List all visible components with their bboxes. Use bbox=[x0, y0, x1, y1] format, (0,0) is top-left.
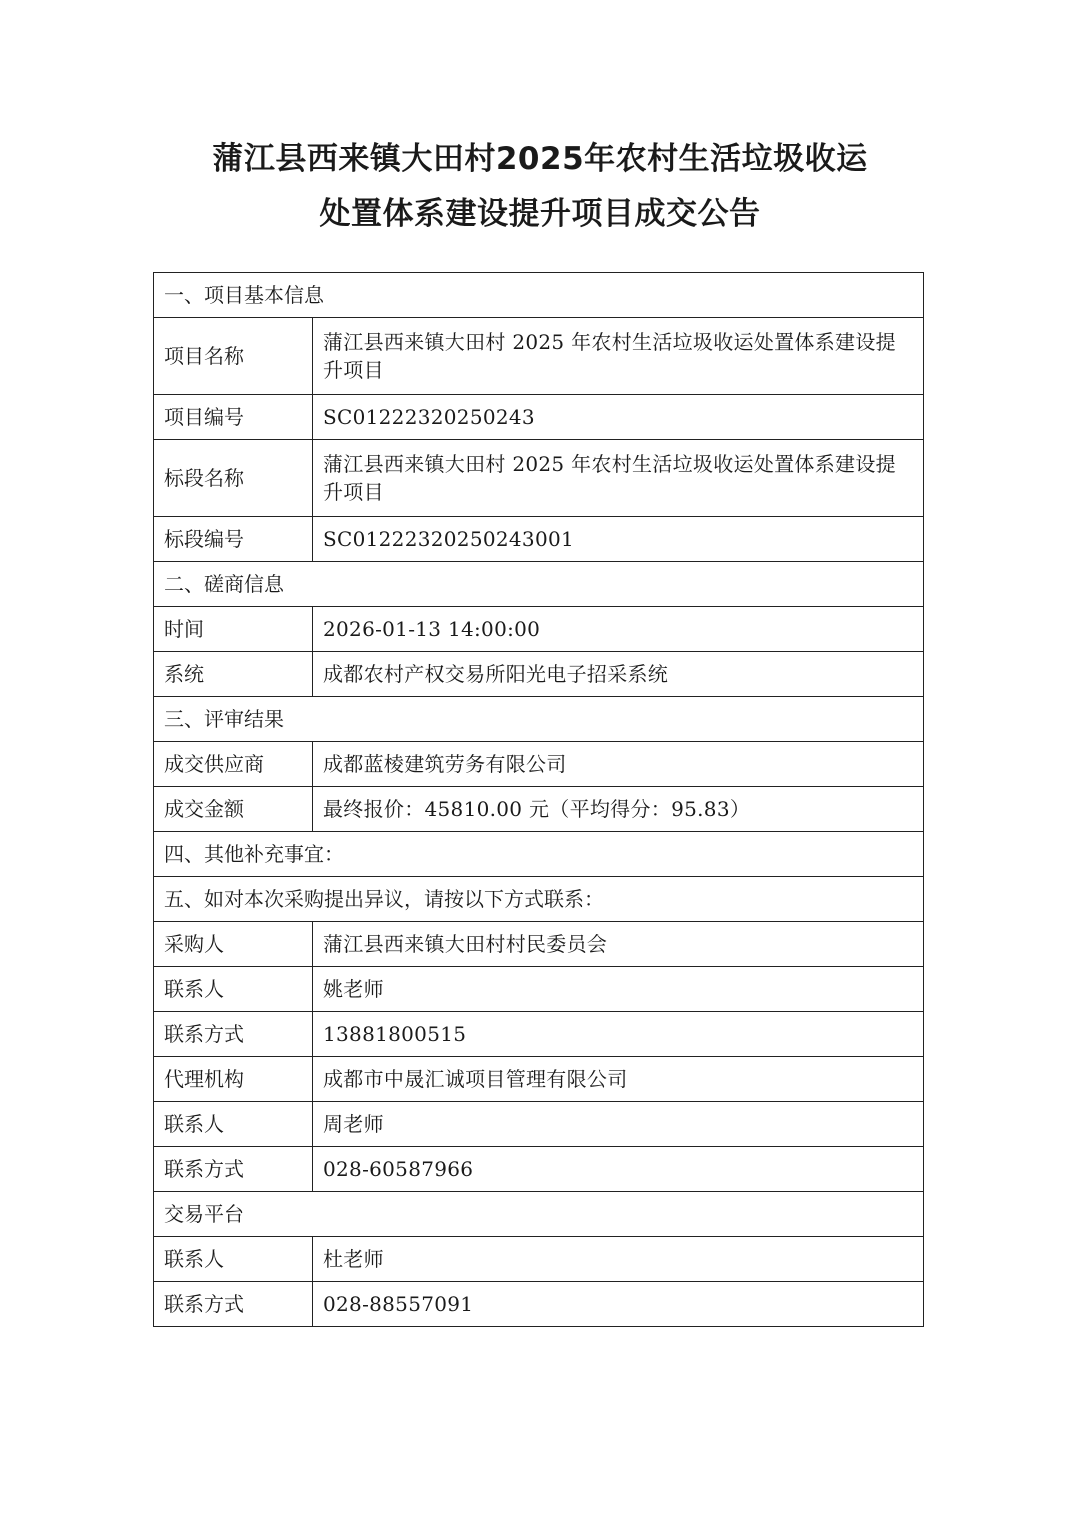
table-row bbox=[154, 787, 924, 832]
row-label: 项目编号 bbox=[154, 395, 313, 440]
section-heading: 四、其他补充事宜： bbox=[154, 832, 924, 877]
agency-value: 成都市中晟汇诚项目管理有限公司 bbox=[313, 1057, 924, 1102]
section-heading: 五、如对本次采购提出异议，请按以下方式联系： bbox=[154, 877, 924, 922]
table-row bbox=[154, 1102, 924, 1147]
section-row-platform bbox=[154, 1192, 924, 1237]
section-heading: 三、评审结果 bbox=[154, 697, 924, 742]
supplier-value: 成都蓝棱建筑劳务有限公司 bbox=[313, 742, 924, 787]
agency-phone-value: 028-60587966 bbox=[313, 1147, 924, 1192]
section-row-objection bbox=[154, 877, 924, 922]
table-row bbox=[154, 1282, 924, 1327]
row-label: 时间 bbox=[154, 607, 313, 652]
table-row bbox=[154, 1012, 924, 1057]
row-label: 联系方式 bbox=[154, 1282, 313, 1327]
negotiation-time-value: 2026-01-13 14:00:00 bbox=[313, 607, 924, 652]
row-label: 项目名称 bbox=[154, 318, 313, 395]
row-label: 成交金额 bbox=[154, 787, 313, 832]
section-row-negotiation bbox=[154, 562, 924, 607]
row-label: 联系人 bbox=[154, 1237, 313, 1282]
purchaser-phone-value: 13881800515 bbox=[313, 1012, 924, 1057]
row-label: 联系方式 bbox=[154, 1147, 313, 1192]
table-row bbox=[154, 1057, 924, 1102]
row-label: 联系人 bbox=[154, 1102, 313, 1147]
section-heading: 交易平台 bbox=[154, 1192, 924, 1237]
table-row bbox=[154, 1237, 924, 1282]
section-row-other bbox=[154, 832, 924, 877]
table-row bbox=[154, 742, 924, 787]
purchaser-contact-value: 姚老师 bbox=[313, 967, 924, 1012]
row-label: 标段名称 bbox=[154, 440, 313, 517]
project-name-value: 蒲江县西来镇大田村 2025 年农村生活垃圾收运处置体系建设提升项目 bbox=[313, 318, 924, 395]
row-label: 标段编号 bbox=[154, 517, 313, 562]
table-row bbox=[154, 318, 924, 395]
table-row bbox=[154, 517, 924, 562]
purchaser-value: 蒲江县西来镇大田村村民委员会 bbox=[313, 922, 924, 967]
table-row bbox=[154, 652, 924, 697]
row-label: 成交供应商 bbox=[154, 742, 313, 787]
table-row bbox=[154, 922, 924, 967]
table-row bbox=[154, 967, 924, 1012]
table-row bbox=[154, 395, 924, 440]
section-heading: 一、项目基本信息 bbox=[154, 273, 924, 318]
project-no-value: SC01222320250243 bbox=[313, 395, 924, 440]
negotiation-system-value: 成都农村产权交易所阳光电子招采系统 bbox=[313, 652, 924, 697]
lot-no-value: SC01222320250243001 bbox=[313, 517, 924, 562]
row-label: 代理机构 bbox=[154, 1057, 313, 1102]
title-line-2: 处置体系建设提升项目成交公告 bbox=[319, 196, 761, 232]
section-row-basic-info bbox=[154, 273, 924, 318]
notice-table bbox=[153, 272, 924, 1327]
table-row bbox=[154, 607, 924, 652]
row-label: 采购人 bbox=[154, 922, 313, 967]
page-title bbox=[0, 132, 1080, 242]
table-row bbox=[154, 1147, 924, 1192]
platform-contact-value: 杜老师 bbox=[313, 1237, 924, 1282]
agency-contact-value: 周老师 bbox=[313, 1102, 924, 1147]
lot-name-value: 蒲江县西来镇大田村 2025 年农村生活垃圾收运处置体系建设提升项目 bbox=[313, 440, 924, 517]
platform-phone-value: 028-88557091 bbox=[313, 1282, 924, 1327]
amount-value: 最终报价：45810.00 元（平均得分：95.83） bbox=[313, 787, 924, 832]
title-line-1: 蒲江县西来镇大田村2025年农村生活垃圾收运 bbox=[212, 141, 868, 177]
row-label: 系统 bbox=[154, 652, 313, 697]
table-row bbox=[154, 440, 924, 517]
row-label: 联系方式 bbox=[154, 1012, 313, 1057]
section-row-review-result bbox=[154, 697, 924, 742]
section-heading: 二、磋商信息 bbox=[154, 562, 924, 607]
row-label: 联系人 bbox=[154, 967, 313, 1012]
